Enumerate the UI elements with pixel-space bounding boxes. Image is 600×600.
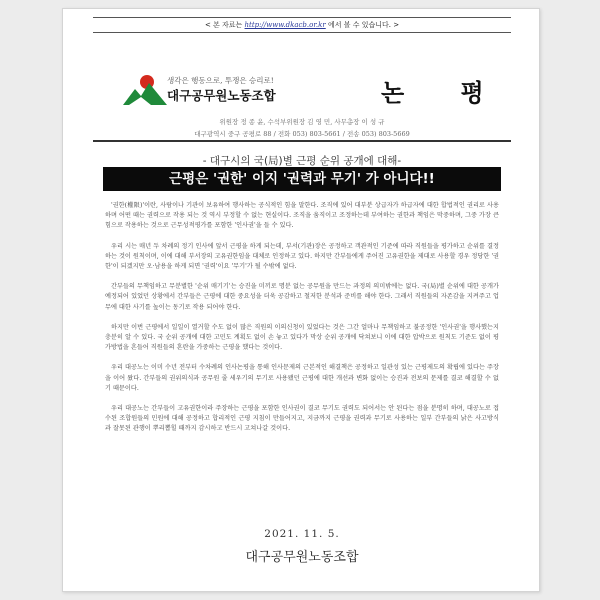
header-divider xyxy=(93,140,511,142)
body-paragraph: 하지만 이번 근평에서 일일이 열거할 수도 없이 많은 직원의 이의신청이 있었다는 것은 그간 얼마나 무책임하고 불공정한 '인사권'을 행사했는지 충분히 알 수 있다. 국 순위 공개에 대한 고민도 계획도 없이 손 놓고 있다가 막상 순위 공개에 닥쳐보니 이에 대한 압박으로 원칙도 기준도 없이 평가방법을 흔들어 직원들의 혼란을 가중하는 근평을 했다는 것이다. xyxy=(105,323,499,352)
union-name: 대구공무원노동조합 xyxy=(167,88,276,103)
body-paragraph: 간부들의 무책임하고 무분별한 '순위 매기기'는 승진을 미끼로 명분 없는 공무원을 만드는 과정의 의미밖에는 없다. 국(局)별 순위에 대한 공개가 예정되어 있었던 상황에서 간부들은 근평에 대한 중요성을 더욱 공감하고 철저한 분석과 준비를 해야 한다. 그래서 직원들의 자존감을 지켜주고 업무에 대한 사기를 높이는 동기로 작용 되어야 한다. xyxy=(105,283,499,311)
body-paragraph: 우리 대공노는 이미 수년 전부터 수차례의 인사논평을 통해 인사문제의 근본적인 해결책은 공정하고 일관성 있는 근평제도의 확립에 있다는 주장을 이어 왔다. 간부들의 권위의식과 공무원 줄 세우기의 무기로 사용됐던 근평에 대한 개선과 변화 없이는 승진과 전보의 문제를 결코 해결할 수 없기 때문이다. xyxy=(105,364,499,392)
document-page xyxy=(62,8,540,592)
signature-organization: 대구공무원노동조합 xyxy=(245,550,359,565)
union-logo-icon xyxy=(121,71,169,111)
body-paragraph: '권한(權限)'이란, 사람이나 기관이 보유하여 행사하는 공식적인 힘을 말한다. 조직에 있어 대부분 상급자가 하급자에 대한 합법적인 권리로 사용하며 어떤 때는 권력으로 작용 되는 것 역시 부정할 수 없는 현실이다. 조직을 움직이고 조정하는데 부여하는 권한과 책임은 막중하며, 그중 가장 큰 힘으로 작용하는 것으로 근무성적평가를 포함한 '인사권'을 들 수 있다. xyxy=(105,202,499,230)
body-text xyxy=(105,201,499,445)
subtitle: - 대구시의 국(局)별 근평 순위 공개에 대해- xyxy=(202,155,402,167)
headline-banner: 근평은 '권한' 이지 '권력과 무기' 가 아니다!! xyxy=(103,167,501,191)
notice-url-link[interactable]: http://www.dkacb.or.kr xyxy=(244,21,326,29)
notice-suffix: 에서 볼 수 있습니다. > xyxy=(327,21,400,29)
notice-prefix: < 본 자료는 xyxy=(204,21,243,29)
publication-date: 2021. 11. 5. xyxy=(264,528,340,540)
union-slogan: 생각은 행동으로, 투쟁은 승리로! xyxy=(167,76,274,85)
body-paragraph: 우리 시는 매년 두 차례의 정기 인사에 앞서 근평을 하게 되는데, 부서(기관)장은 공정하고 객관적인 기준에 따라 직원들을 평가하고 순위를 결정하는 것이 원칙이며, 이에 대해 부서장의 고유권한임을 대체로 인정하고 있다. 하지만 간부들에게 주어진 고유권한을 제대로 사용할 경우 정당한 '권한'이 되겠지만 오·남용을 하게 되면 '권력'이요 '무기'가 될 수밖에 없다. xyxy=(105,242,499,271)
officers-line: 위원장 정 종 윤, 수석부위원장 김 영 민, 사무총장 이 성 규 xyxy=(219,118,385,126)
body-paragraph: 우리 대공노는 간부들이 고유권한이라 주장하는 근평을 포함한 인사권이 결코 무기도 권력도 되어서는 안 된다는 점을 분명히 하며, 대공노로 접수된 조합원들의 민원에 대해 공정하고 합리적인 근평 지침이 만들어지고, 지금까지 근평을 권력과 무기로 사용하는 일부 간부들의 낡은 사고방식과 잘못된 관행이 뿌리뽑힐 때까지 감시하고 반드시 고쳐나갈 것이다. xyxy=(105,405,499,433)
document-type-title: 논 평 xyxy=(381,79,508,107)
contact-address: 대구광역시 중구 공평로 88 / 전화 053) 803-5661 / 전송 053) 803-5669 xyxy=(194,130,410,138)
notice-bar xyxy=(93,17,511,33)
